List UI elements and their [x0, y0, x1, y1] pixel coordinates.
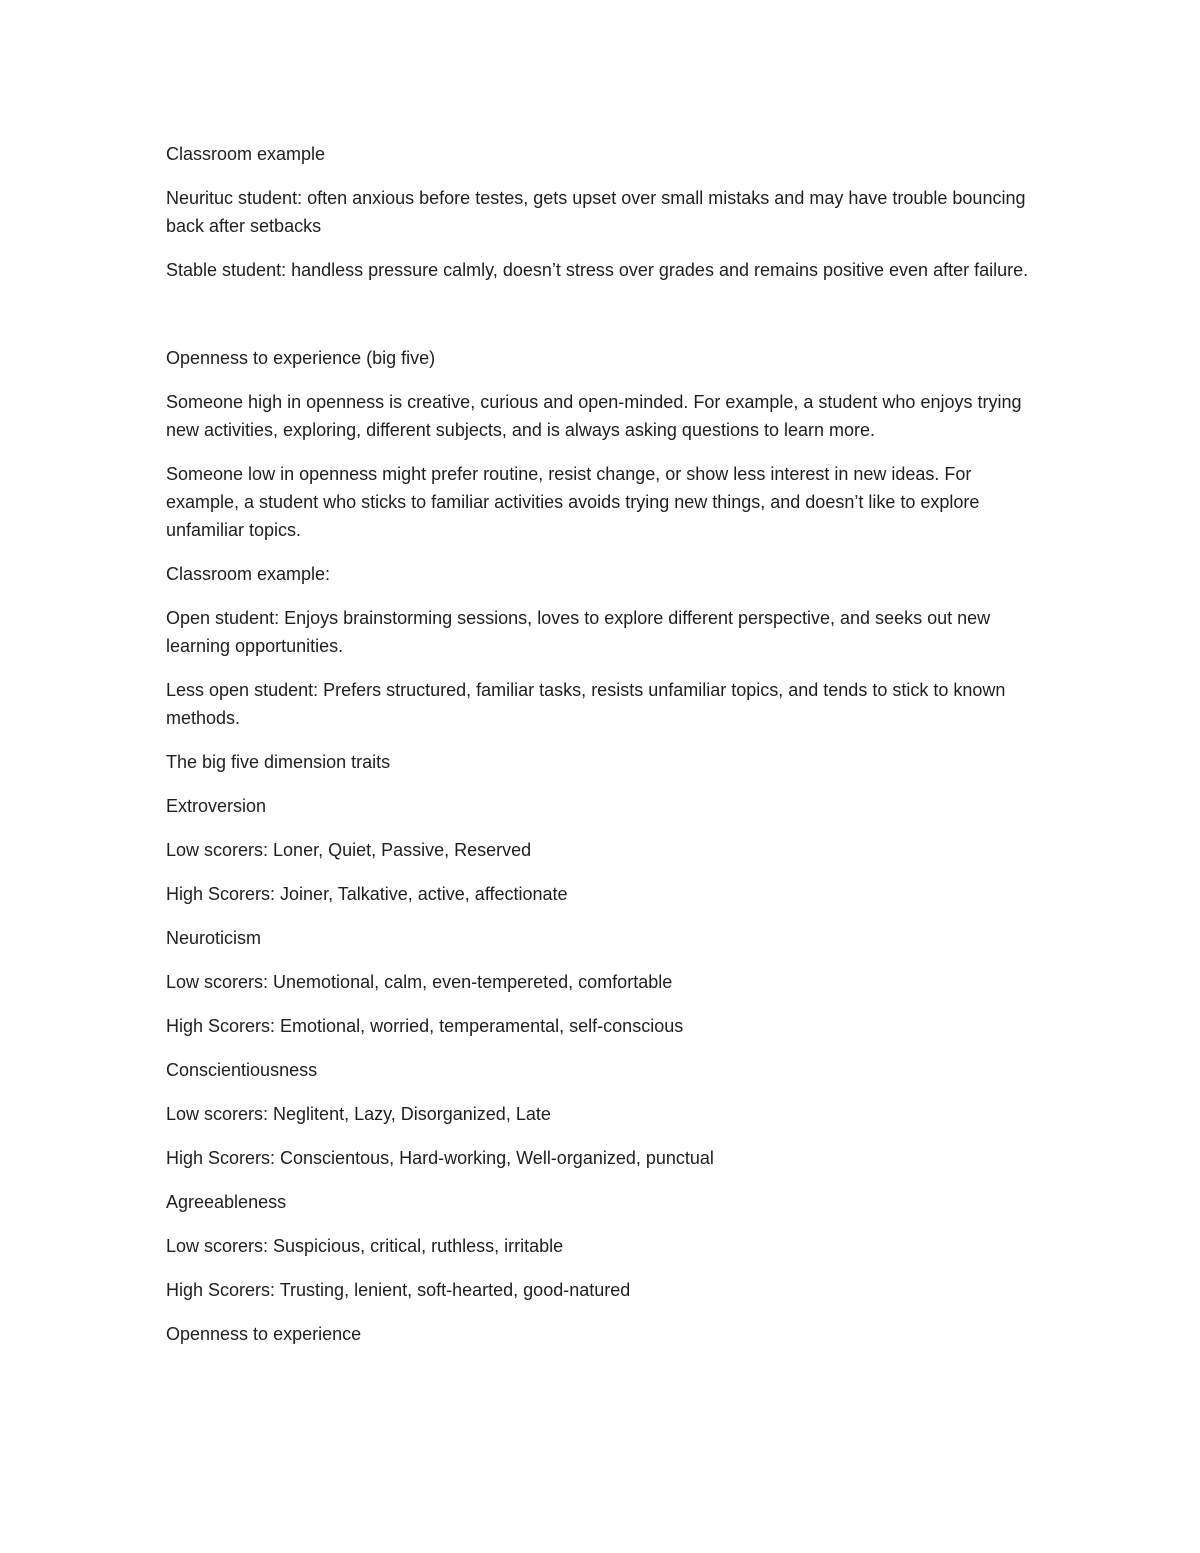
heading-openness: Openness to experience (big five) [166, 348, 436, 368]
paragraph-classroom-example: Classroom example [166, 144, 326, 164]
paragraph-high-openness: Someone high in openness is creative, curious and open-minded. For example, a student who enjoys trying new activities, exploring, different subjects, and is always asking questions to learn more. [166, 392, 1022, 440]
extroversion-high: High Scorers: Joiner, Talkative, active, affectionate [166, 884, 568, 904]
conscientiousness-low: Low scorers: Neglitent, Lazy, Disorganized, Late [166, 1104, 551, 1124]
paragraph-neurotic-student: Neurituc student: often anxious before testes, gets upset over small mistaks and may have trouble bouncing back after setbacks [166, 188, 1026, 236]
trait-agreeableness: Agreeableness [166, 1192, 287, 1212]
trait-neuroticism: Neuroticism [166, 928, 262, 948]
paragraph-open-student: Open student: Enjoys brainstorming sessions, loves to explore different perspective, and seeks out new learning opportunities. [166, 608, 991, 656]
extroversion-low: Low scorers: Loner, Quiet, Passive, Reserved [166, 840, 532, 860]
trait-extroversion: Extroversion [166, 796, 267, 816]
heading-big-five-traits: The big five dimension traits [166, 752, 391, 772]
paragraph-stable-student: Stable student: handless pressure calmly, doesn’t stress over grades and remains positive even after failure. [166, 260, 1029, 280]
document-body [166, 140, 1046, 1348]
paragraph-classroom-example-2: Classroom example: [166, 564, 331, 584]
neuroticism-high: High Scorers: Emotional, worried, temperamental, self-conscious [166, 1016, 684, 1036]
conscientiousness-high: High Scorers: Conscientous, Hard-working, Well-organized, punctual [166, 1148, 714, 1168]
trait-conscientiousness: Conscientiousness [166, 1060, 318, 1080]
agreeableness-high: High Scorers: Trusting, lenient, soft-hearted, good-natured [166, 1280, 631, 1300]
paragraph-low-openness: Someone low in openness might prefer routine, resist change, or show less interest in new ideas. For example, a student who sticks to familiar activities avoids trying new things, and doesn’t like to explore unfamiliar topics. [166, 464, 980, 540]
trait-openness: Openness to experience [166, 1324, 362, 1344]
neuroticism-low: Low scorers: Unemotional, calm, even-tempereted, comfortable [166, 972, 673, 992]
agreeableness-low: Low scorers: Suspicious, critical, ruthless, irritable [166, 1236, 564, 1256]
paragraph-less-open-student: Less open student: Prefers structured, familiar tasks, resists unfamiliar topics, and tends to stick to known methods. [166, 680, 1006, 728]
